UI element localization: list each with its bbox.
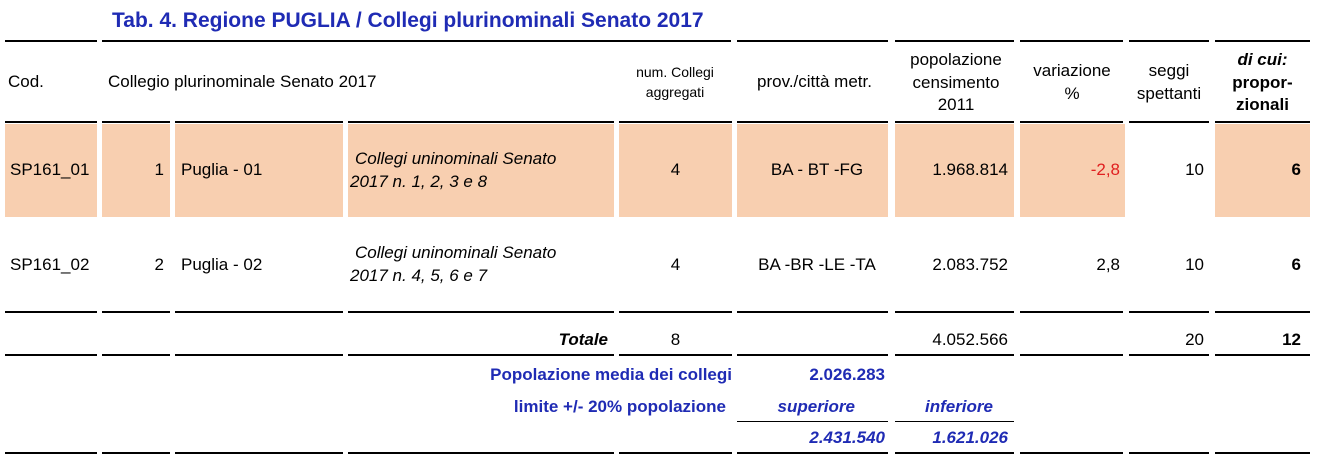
header-seggi bbox=[1129, 55, 1209, 111]
header-bottom-rule bbox=[348, 121, 614, 123]
header-top-rule bbox=[5, 40, 97, 42]
limits-rule bbox=[737, 421, 888, 422]
header-num-line2: aggregati bbox=[645, 84, 705, 100]
header-bottom-rule bbox=[1129, 121, 1209, 123]
bottom-rule bbox=[619, 452, 732, 454]
row-popolazione: 2.083.752 bbox=[932, 254, 1008, 274]
bottom-rule bbox=[1215, 452, 1310, 454]
totals-top-rule bbox=[5, 311, 97, 313]
totals-bottom-rule bbox=[1129, 354, 1209, 356]
totals-label: Totale bbox=[558, 329, 608, 349]
row-name: Puglia - 02 bbox=[181, 254, 263, 274]
row-prov: BA - BT -FG bbox=[770, 160, 864, 180]
media-label: Popolazione media dei collegi bbox=[490, 364, 732, 384]
row-cod: SP161_01 bbox=[10, 160, 90, 180]
totals-top-rule bbox=[619, 311, 732, 313]
totals-bottom-rule bbox=[737, 354, 888, 356]
bottom-rule bbox=[348, 452, 614, 454]
header-popolazione bbox=[895, 43, 1017, 123]
header-top-rule bbox=[1020, 40, 1123, 42]
header-di-cui bbox=[1215, 43, 1310, 123]
bottom-rule bbox=[1020, 452, 1123, 454]
row-name: Puglia - 01 bbox=[181, 160, 263, 180]
totals-bottom-rule bbox=[175, 354, 343, 356]
totals-bottom-rule bbox=[619, 354, 732, 356]
header-seggi-line2: spettanti bbox=[1136, 84, 1202, 103]
row-uni-line1: Collegi uninominali Senato bbox=[355, 243, 557, 263]
header-dicui-line2: propor- bbox=[1232, 72, 1293, 92]
header-top-rule bbox=[102, 40, 731, 42]
header-top-rule bbox=[895, 40, 1014, 42]
totals-top-rule bbox=[175, 311, 343, 313]
header-pop-line3: 2011 bbox=[937, 95, 975, 115]
inferiore-value: 1.621.026 bbox=[932, 427, 1008, 447]
header-num-collegi bbox=[615, 58, 735, 108]
header-bottom-rule bbox=[102, 121, 170, 123]
header-bottom-rule bbox=[1020, 121, 1123, 123]
header-var-line1: variazione bbox=[1033, 61, 1111, 81]
row-uni-line2: 2017 n. 4, 5, 6 e 7 bbox=[350, 266, 488, 285]
row-proporzionali: 6 bbox=[1291, 160, 1301, 180]
bottom-rule bbox=[102, 452, 170, 454]
row-uninominali bbox=[350, 220, 612, 310]
totals-seggi: 20 bbox=[1185, 329, 1204, 349]
totals-bottom-rule bbox=[348, 354, 614, 356]
header-num-line1: num. Collegi bbox=[636, 64, 714, 81]
table-title: Tab. 4. Regione PUGLIA / Collegi plurinominali Senato 2017 bbox=[112, 9, 704, 32]
row-proporzionali: 6 bbox=[1291, 254, 1301, 274]
totals-top-rule bbox=[348, 311, 614, 313]
totals-bottom-rule bbox=[895, 354, 1014, 356]
header-dicui-line3: zionali bbox=[1236, 95, 1289, 115]
totals-top-rule bbox=[895, 311, 1014, 313]
header-top-rule bbox=[1129, 40, 1209, 42]
row-variazione: -2,8 bbox=[1090, 160, 1120, 180]
totals-top-rule bbox=[737, 311, 888, 313]
header-bottom-rule bbox=[175, 121, 343, 123]
row-aggregati: 4 bbox=[670, 254, 681, 274]
header-top-rule bbox=[1215, 40, 1310, 42]
totals-top-rule bbox=[1020, 311, 1123, 313]
superiore-value: 2.431.540 bbox=[809, 427, 885, 447]
totals-top-rule bbox=[102, 311, 170, 313]
header-pop-line2: censimento bbox=[912, 72, 1000, 92]
row-cod: SP161_02 bbox=[10, 254, 90, 274]
header-bottom-rule bbox=[5, 121, 97, 123]
totals-top-rule bbox=[1215, 311, 1310, 313]
limite-label: limite +/- 20% popolazione bbox=[513, 396, 726, 416]
row-num: 1 bbox=[154, 160, 164, 180]
bottom-rule bbox=[175, 452, 343, 454]
row-aggregati: 4 bbox=[670, 160, 681, 180]
row-num: 2 bbox=[154, 254, 164, 274]
row-prov: BA -BR -LE -TA bbox=[758, 254, 876, 274]
header-variazione bbox=[1020, 55, 1124, 111]
totals-bottom-rule bbox=[5, 354, 97, 356]
header-cod: Cod. bbox=[8, 71, 44, 91]
totals-bottom-rule bbox=[1215, 354, 1310, 356]
totals-popolazione: 4.052.566 bbox=[932, 329, 1008, 349]
row-uninominali bbox=[350, 124, 612, 217]
row-uni-line2: 2017 n. 1, 2, 3 e 8 bbox=[350, 171, 488, 191]
header-prov: prov./città metr. bbox=[757, 71, 872, 91]
superiore-label: superiore bbox=[777, 396, 855, 416]
totals-aggregati: 8 bbox=[670, 329, 681, 349]
header-bottom-rule bbox=[1215, 121, 1310, 123]
header-dicui-line1: di cui: bbox=[1237, 49, 1288, 69]
totals-proporzionali: 12 bbox=[1282, 329, 1301, 349]
totals-bottom-rule bbox=[1020, 354, 1123, 356]
row-popolazione: 1.968.814 bbox=[932, 160, 1008, 180]
media-value: 2.026.283 bbox=[809, 364, 885, 384]
bottom-rule bbox=[1129, 452, 1209, 454]
bottom-rule bbox=[737, 452, 888, 454]
header-bottom-rule bbox=[895, 121, 1014, 123]
row-uni-line1: Collegi uninominali Senato bbox=[355, 148, 557, 168]
header-bottom-rule bbox=[619, 121, 732, 123]
header-collegio: Collegio plurinominale Senato 2017 bbox=[108, 71, 377, 91]
header-var-line2: % bbox=[1064, 84, 1080, 103]
row-seggi: 10 bbox=[1185, 160, 1204, 180]
row-seggi: 10 bbox=[1185, 254, 1204, 274]
header-top-rule bbox=[737, 40, 888, 42]
header-bottom-rule bbox=[737, 121, 888, 123]
row-variazione: 2,8 bbox=[1096, 254, 1120, 274]
totals-bottom-rule bbox=[102, 354, 170, 356]
totals-top-rule bbox=[1129, 311, 1209, 313]
bottom-rule bbox=[895, 452, 1014, 454]
limits-rule bbox=[895, 421, 1014, 422]
bottom-rule bbox=[5, 452, 97, 454]
header-pop-line1: popolazione bbox=[910, 49, 1002, 69]
inferiore-label: inferiore bbox=[924, 396, 993, 416]
header-seggi-line1: seggi bbox=[1148, 61, 1190, 81]
